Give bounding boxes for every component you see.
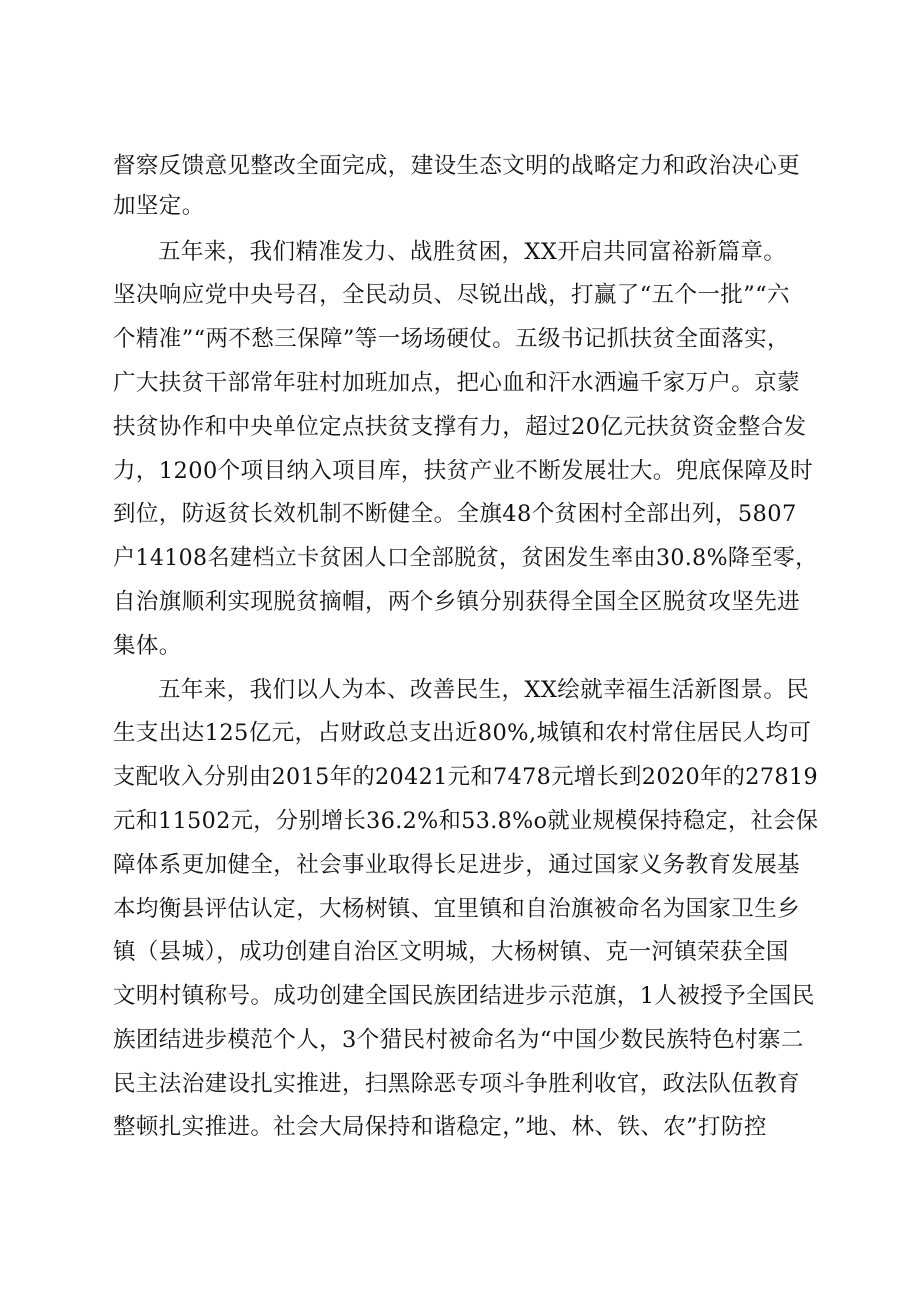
text-line: 到位，防返贫长效机制不断健全。全旗48个贫困村全部出列，5807 bbox=[113, 501, 797, 527]
text-line: 集体。 bbox=[113, 633, 182, 659]
text-line: 本均衡县评估认定，大杨树镇、宜里镇和自治旗被命名为国家卫生乡 bbox=[113, 896, 801, 922]
text-line: 自治旗顺利实现脱贫摘帽，两个乡镇分别获得全国全区脱贫攻坚先进 bbox=[113, 589, 801, 615]
paragraph-first-line: 五年来，我们以人为本、改善民生，XX绘就幸福生活新图景。民 bbox=[158, 677, 810, 703]
text-line: 广大扶贫干部常年驻村加班加点，把心血和汗水洒遍千家万户。京蒙 bbox=[113, 370, 801, 396]
paragraph-first-line: 五年来，我们精准发力、战胜贫困，XX开启共同富裕新篇章。 bbox=[158, 239, 787, 265]
text-line: 障体系更加健全，社会事业取得长足进步，通过国家义务教育发展基 bbox=[113, 852, 801, 878]
text-line: 力，1200个项目纳入项目库，扶贫产业不断发展壮大。兜底保障及时 bbox=[113, 458, 814, 484]
text-line: 镇（县城），成功创建自治区文明城，大杨树镇、克一河镇荣获全国 bbox=[113, 939, 789, 965]
text-line: 生支出达125亿元，占财政总支出近80%,城镇和农村常住居民人均可 bbox=[113, 720, 812, 746]
text-line: 个精准”“两不愁三保障”等一场场硬仗。五级书记抓扶贫全面落实， bbox=[113, 326, 790, 352]
text-line: 民主法治建设扎实推进，扫黑除恶专项斗争胜利收官，政法队伍教育 bbox=[113, 1071, 801, 1097]
text-line: 族团结进步模范个人，3个猎民村被命名为“中国少数民族特色村寨二 bbox=[113, 1027, 804, 1053]
text-line: 元和11502元，分别增长36.2%和53.8%o就业规模保持稳定，社会保 bbox=[113, 808, 819, 834]
text-line: 加坚定。 bbox=[113, 193, 205, 219]
text-line: 文明村镇称号。成功创建全国民族团结进步示范旗，1人被授予全国民 bbox=[113, 983, 815, 1009]
text-line: 督察反馈意见整改全面完成，建设生态文明的战略定力和政治决心更 bbox=[113, 153, 801, 179]
text-line: 支配收入分别由2015年的20421元和7478元增长到2020年的27819 bbox=[113, 764, 819, 790]
text-line: 坚决响应党中央号召，全民动员、尽锐出战，打赢了“五个一批”“六 bbox=[113, 282, 790, 308]
text-line: 户14108名建档立卡贫困人口全部脱贫，贫困发生率由30.8%降至零， bbox=[113, 545, 818, 571]
text-line: 扶贫协作和中央单位定点扶贫支撑有力，超过20亿元扶贫资金整合发 bbox=[113, 414, 807, 440]
text-line: 整顿扎实推进。社会大局保持和谐稳定，”地、林、铁、农”打防控 bbox=[113, 1114, 767, 1140]
